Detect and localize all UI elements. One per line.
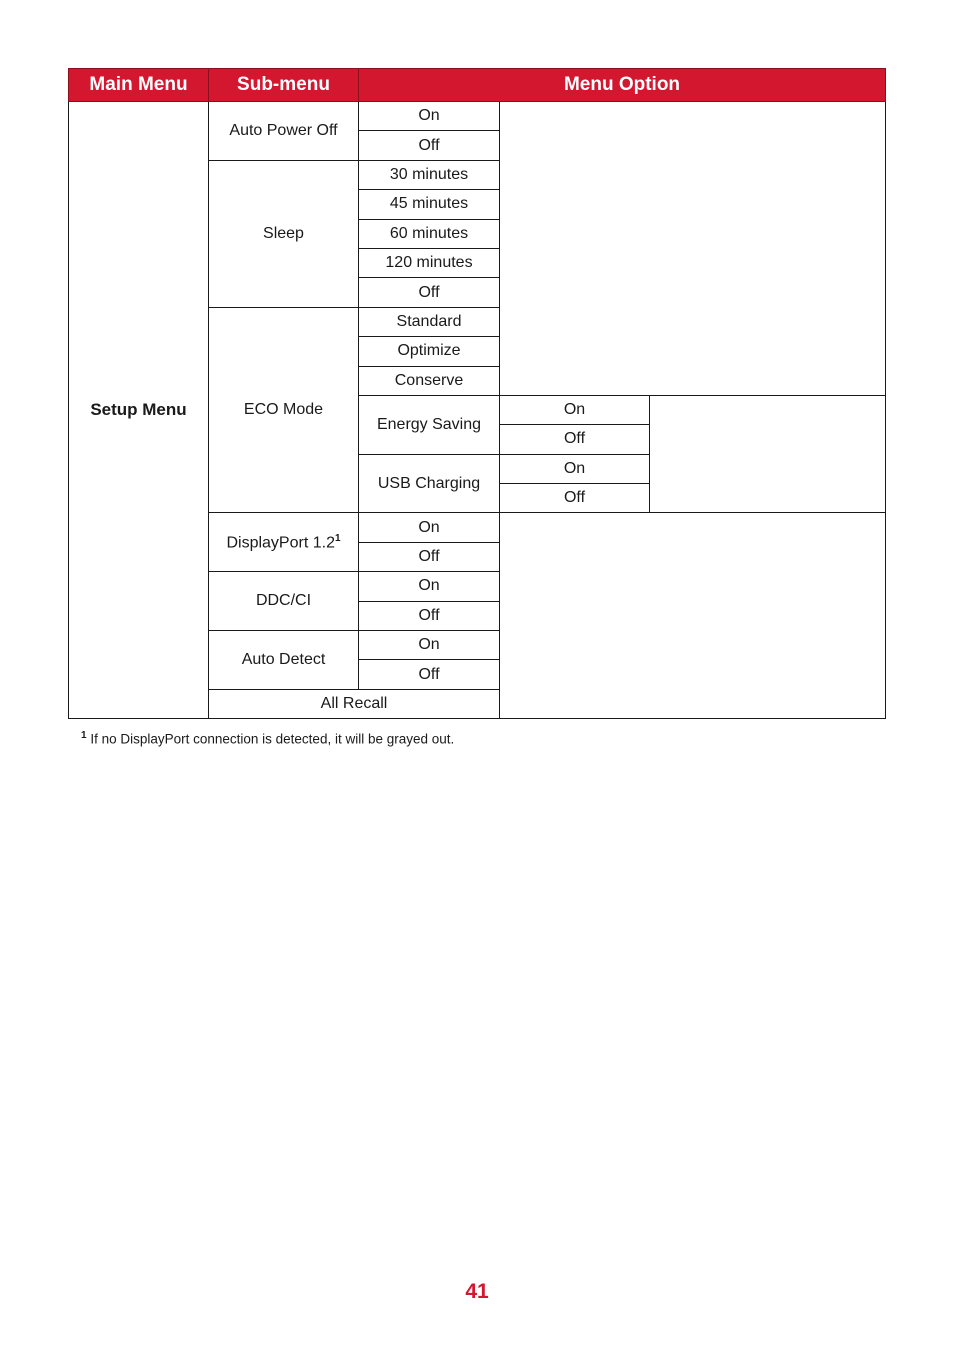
option-energy-saving: Energy Saving — [359, 395, 500, 454]
footnote-mark: 1 — [81, 730, 87, 741]
main-menu-setup: Setup Menu — [69, 102, 209, 719]
option-usb-charging: USB Charging — [359, 454, 500, 513]
header-main-menu: Main Menu — [69, 69, 209, 102]
option-usb-charging-on: On — [500, 454, 650, 483]
page-number: 41 — [465, 1280, 489, 1303]
option-auto-detect-on: On — [359, 631, 500, 660]
blank-cell-eco — [650, 395, 886, 513]
option-eco-conserve: Conserve — [359, 366, 500, 395]
submenu-auto-detect: Auto Detect — [209, 631, 359, 690]
header-menu-option: Menu Option — [359, 69, 886, 102]
option-sleep-45: 45 minutes — [359, 190, 500, 219]
submenu-ddc-ci: DDC/CI — [209, 572, 359, 631]
option-displayport-off: Off — [359, 542, 500, 571]
option-usb-charging-off: Off — [500, 484, 650, 513]
option-sleep-60: 60 minutes — [359, 219, 500, 248]
blank-cell-top — [500, 102, 886, 396]
option-energy-saving-off: Off — [500, 425, 650, 454]
submenu-displayport — [209, 513, 359, 572]
blank-cell-bottom — [500, 513, 886, 719]
option-auto-power-off-off: Off — [359, 131, 500, 160]
option-ddc-ci-off: Off — [359, 601, 500, 630]
footnote-text: If no DisplayPort connection is detected, it will be grayed out. — [86, 731, 455, 747]
option-sleep-120: 120 minutes — [359, 248, 500, 277]
submenu-sleep: Sleep — [209, 160, 359, 307]
table-row — [69, 102, 886, 131]
option-displayport-on: On — [359, 513, 500, 542]
option-auto-detect-off: Off — [359, 660, 500, 689]
submenu-eco-mode: ECO Mode — [209, 307, 359, 513]
option-eco-optimize: Optimize — [359, 337, 500, 366]
option-ddc-ci-on: On — [359, 572, 500, 601]
header-sub-menu: Sub-menu — [209, 69, 359, 102]
option-energy-saving-on: On — [500, 395, 650, 424]
option-sleep-30: 30 minutes — [359, 160, 500, 189]
setup-menu-table — [68, 68, 886, 719]
option-sleep-off: Off — [359, 278, 500, 307]
submenu-all-recall: All Recall — [209, 689, 500, 718]
table-header-row — [69, 69, 886, 102]
footnote — [81, 730, 454, 747]
option-auto-power-off-on: On — [359, 102, 500, 131]
displayport-footnote-mark: 1 — [334, 532, 341, 544]
option-eco-standard: Standard — [359, 307, 500, 336]
submenu-auto-power-off: Auto Power Off — [209, 102, 359, 161]
displayport-label: DisplayPort 1.2 — [226, 534, 335, 552]
